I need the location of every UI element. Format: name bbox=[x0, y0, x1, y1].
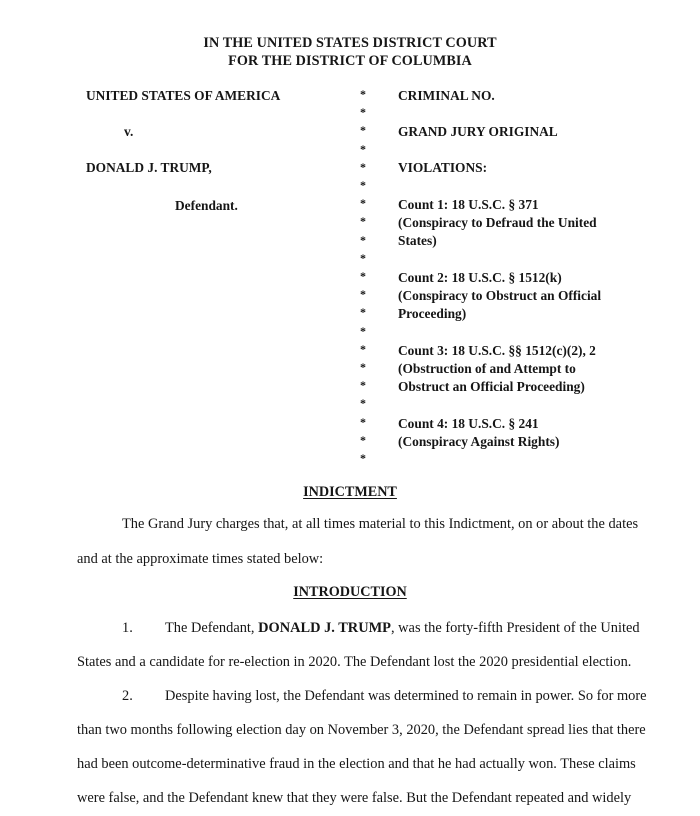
count-1-description: (Conspiracy to Defraud the United bbox=[398, 215, 597, 230]
caption-star: * bbox=[360, 159, 366, 174]
defendant-name: DONALD J. TRUMP, bbox=[86, 160, 212, 175]
grand-jury-label: GRAND JURY ORIGINAL bbox=[398, 124, 558, 139]
caption-star: * bbox=[360, 178, 366, 192]
caption-star: * bbox=[360, 250, 366, 265]
count-4-description: (Conspiracy Against Rights) bbox=[398, 434, 560, 449]
count-3-citation: Count 3: 18 U.S.C. §§ 1512(c)(2), 2 bbox=[398, 343, 596, 358]
caption-star: * bbox=[360, 432, 366, 447]
count-3-description-cont: Obstruct an Official Proceeding) bbox=[398, 379, 585, 394]
violations-label: VIOLATIONS: bbox=[398, 160, 488, 175]
caption-star: * bbox=[360, 287, 366, 302]
count-1-citation: Count 1: 18 U.S.C. § 371 bbox=[398, 197, 539, 212]
count-1-description-cont: States) bbox=[398, 233, 437, 248]
paragraph-2-line4: were false, and the Defendant knew that they were false. But the Defendant repeated and widely bbox=[77, 790, 632, 806]
defendant-role: Defendant. bbox=[175, 198, 238, 213]
criminal-number: CRIMINAL NO. bbox=[398, 88, 495, 103]
versus-label: v. bbox=[124, 124, 134, 139]
court-name-line1: IN THE UNITED STATES DISTRICT COURT bbox=[203, 35, 497, 51]
caption-star: * bbox=[360, 341, 366, 356]
count-2-description: (Conspiracy to Obstruct an Official bbox=[398, 288, 602, 303]
caption-star: * bbox=[360, 214, 366, 229]
caption-star: * bbox=[360, 360, 366, 374]
count-3-description: (Obstruction of and Attempt to bbox=[398, 361, 576, 376]
caption-star: * bbox=[360, 323, 366, 338]
plaintiff-name: UNITED STATES OF AMERICA bbox=[86, 88, 281, 103]
caption-star: * bbox=[360, 141, 366, 156]
caption-star: * bbox=[360, 87, 366, 101]
caption-star: * bbox=[360, 123, 366, 138]
caption-star: * bbox=[360, 305, 366, 320]
paragraph-1-line2: States and a candidate for re-election in 2020. The Defendant lost the 2020 presidential election. bbox=[77, 654, 632, 670]
caption-star: * bbox=[360, 414, 366, 429]
court-name-line2: FOR THE DISTRICT OF COLUMBIA bbox=[228, 53, 472, 69]
paragraph-2-line1: Despite having lost, the Defendant was determined to remain in power. So for more bbox=[165, 688, 647, 704]
count-2-citation: Count 2: 18 U.S.C. § 1512(k) bbox=[398, 270, 562, 285]
count-4-citation: Count 4: 18 U.S.C. § 241 bbox=[398, 416, 539, 431]
paragraph-1-number: 1. bbox=[122, 620, 133, 636]
caption-star: * bbox=[360, 451, 366, 465]
paragraph-2-line2: than two months following election day on November 3, 2020, the Defendant spread lies that there bbox=[77, 722, 646, 738]
caption-star: * bbox=[360, 105, 366, 120]
indictment-intro-line2: and at the approximate times stated below: bbox=[77, 551, 324, 567]
paragraph-1-line1: The Defendant, DONALD J. TRUMP, was the forty-fifth President of the United bbox=[165, 620, 640, 636]
caption-star: * bbox=[360, 196, 366, 211]
paragraph-2-line3: had been outcome-determinative fraud in the election and that he had actually won. These claims bbox=[77, 756, 636, 772]
caption-star: * bbox=[360, 396, 366, 411]
caption-star: * bbox=[360, 232, 366, 247]
count-2-description-cont: Proceeding) bbox=[398, 306, 467, 321]
indictment-intro-line1: The Grand Jury charges that, at all times material to this Indictment, on or about the dates bbox=[122, 516, 639, 532]
defendant-name-bold: DONALD J. TRUMP bbox=[258, 620, 391, 636]
indictment-heading: INDICTMENT bbox=[303, 484, 397, 500]
introduction-heading: INTRODUCTION bbox=[293, 584, 407, 600]
caption-star: * bbox=[360, 378, 366, 393]
paragraph-2-number: 2. bbox=[122, 688, 133, 704]
caption-star: * bbox=[360, 269, 366, 283]
